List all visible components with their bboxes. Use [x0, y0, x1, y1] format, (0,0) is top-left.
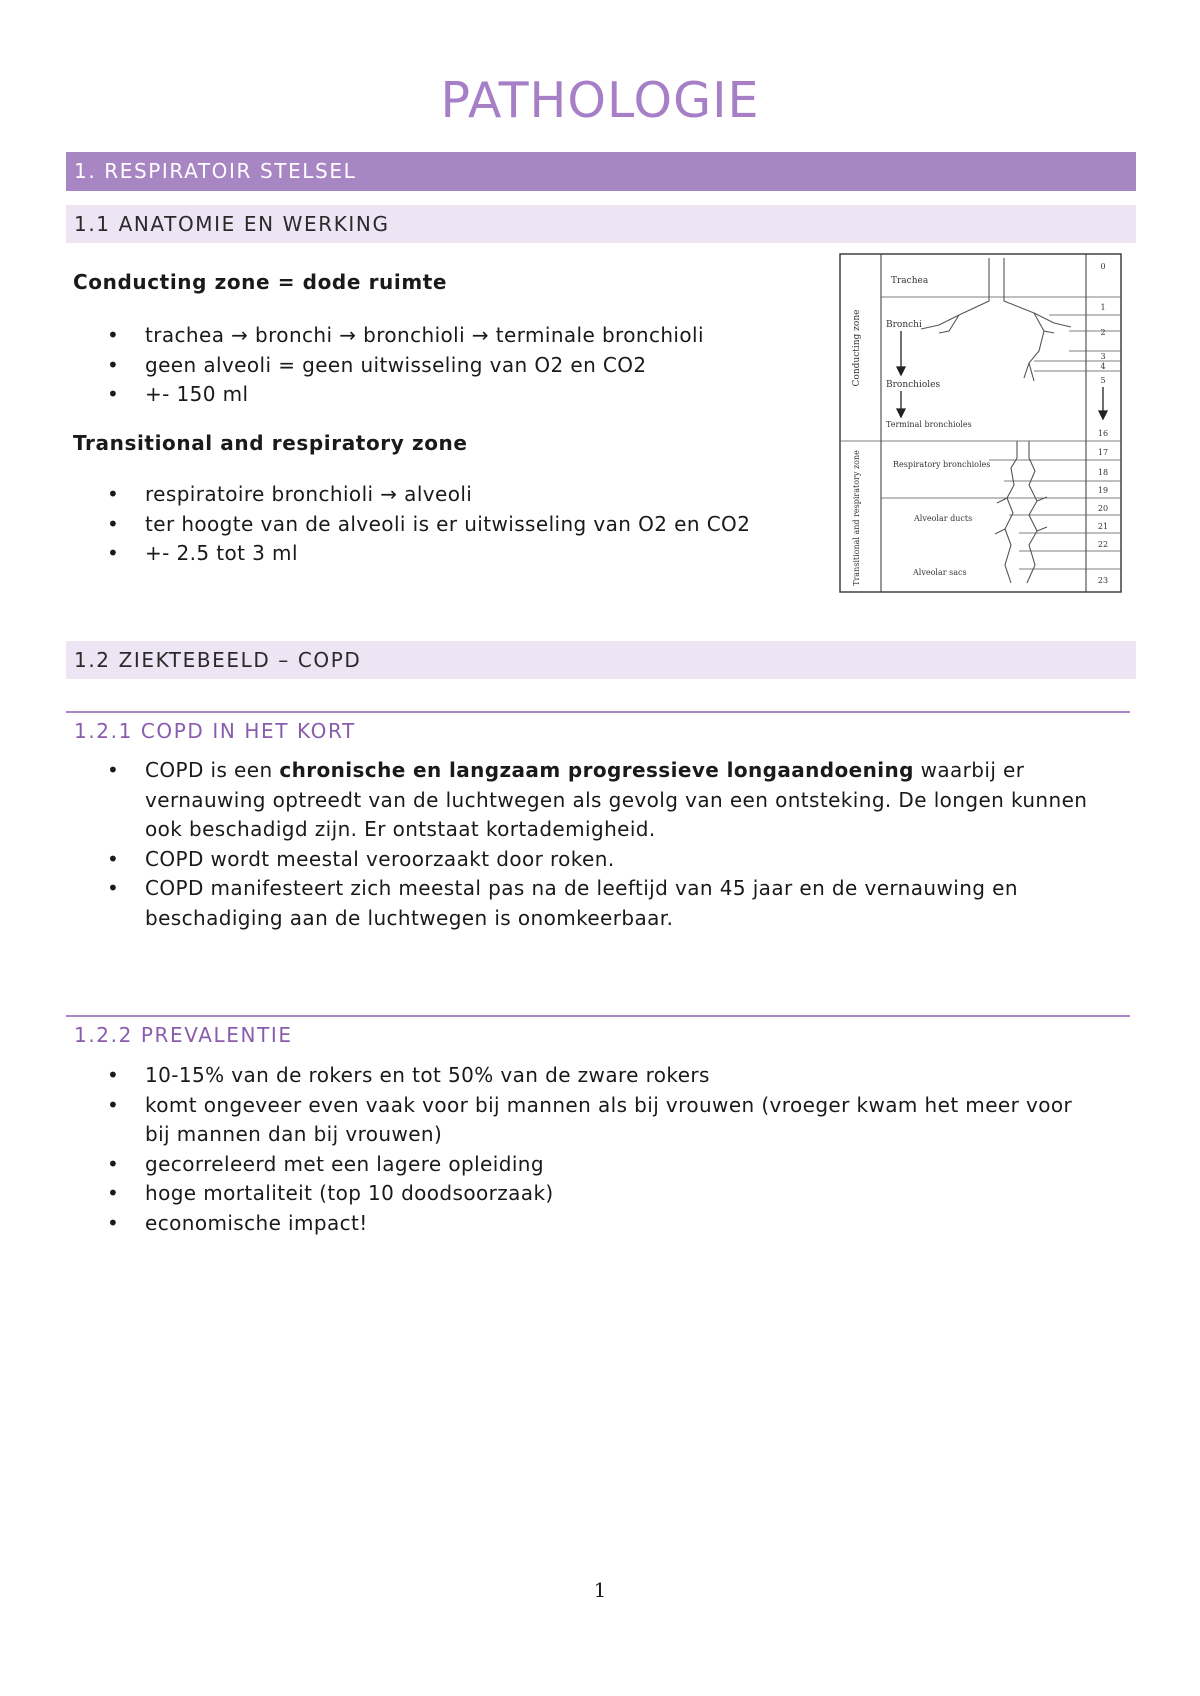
airway-zones-figure	[839, 253, 1122, 593]
conducting-zone-title: Conducting zone = dode ruimte	[73, 270, 448, 294]
zone-label-transitional: Transitional and respiratory zone	[852, 450, 861, 586]
list-item: • hoge mortaliteit (top 10 doodsoorzaak)	[0, 1179, 1095, 1209]
zone-label-conducting: Conducting zone	[852, 309, 862, 387]
heading-prevalentie: 1.2.2 PREVALENTIE	[66, 1015, 1130, 1055]
generation-number: 21	[1097, 522, 1109, 531]
bullet: •	[107, 352, 120, 377]
list-item: • gecorreleerd met een lagere opleiding	[0, 1150, 1095, 1180]
section-heading-respiratoir-stelsel: 1. RESPIRATOIR STELSEL	[66, 152, 1136, 191]
list-item: • COPD is een chronische en langzaam progressieve longaandoening waarbij er vernauwing optreedt van de luchtwegen als gevolg van een ontsteking. De longen kunnen ook beschadigd zijn. Er ontstaat kortademigheid.	[107, 758, 1088, 841]
generation-number: 4	[1100, 362, 1106, 371]
list-item: • ter hoogte van de alveoli is er uitwisseling van O2 en CO2	[0, 510, 750, 540]
bullet: •	[107, 1063, 120, 1087]
transitional-zone-list	[0, 480, 750, 569]
generation-number: 23	[1097, 576, 1109, 585]
copd-kort-list	[0, 756, 1095, 933]
subsection-heading-anatomie: 1.1 ANATOMIE EN WERKING	[66, 205, 1136, 243]
conducting-zone-list	[0, 321, 704, 410]
label-bronchioles: Bronchioles	[886, 380, 941, 390]
generation-number: 2	[1100, 328, 1106, 337]
label-alveolar-sacs: Alveolar sacs	[913, 568, 967, 577]
list-item: • +- 150 ml	[0, 380, 704, 410]
list-item: • geen alveoli = geen uitwisseling van O2 en CO2	[0, 351, 704, 381]
bullet: •	[107, 876, 120, 900]
label-terminal-bronchioles: Terminal bronchioles	[886, 420, 972, 429]
transitional-zone-title: Transitional and respiratory zone	[73, 431, 468, 455]
page-number: 1	[593, 1578, 607, 1602]
generation-number: 22	[1097, 540, 1109, 549]
list-item: • 10-15% van de rokers en tot 50% van de zware rokers	[0, 1061, 1095, 1091]
prevalentie-list	[0, 1061, 1095, 1238]
bullet: •	[107, 511, 120, 536]
bullet: •	[107, 1181, 120, 1205]
heading-copd-in-het-kort: 1.2.1 COPD IN HET KORT	[66, 711, 1130, 751]
generation-number: 3	[1100, 352, 1106, 361]
generation-number: 17	[1097, 448, 1109, 457]
bullet: •	[107, 1210, 120, 1235]
bullet: •	[107, 323, 120, 347]
list-item: • +- 2.5 tot 3 ml	[0, 539, 750, 569]
generation-number: 19	[1097, 486, 1109, 495]
list-item: • COPD manifesteert zich meestal pas na de leeftijd van 45 jaar en de vernauwing en beschadiging aan de luchtwegen is onomkeerbaar.	[107, 876, 1018, 930]
bullet: •	[107, 758, 120, 782]
label-bronchi: Bronchi	[886, 320, 922, 330]
label-trachea: Trachea	[891, 276, 929, 286]
generation-number: 16	[1097, 429, 1109, 438]
bullet: •	[107, 482, 120, 506]
list-item: • COPD wordt meestal veroorzaakt door roken.	[0, 845, 1095, 875]
generation-number: 5	[1100, 376, 1106, 385]
bullet: •	[107, 541, 120, 565]
generation-number: 0	[1100, 262, 1106, 271]
generation-number: 20	[1097, 504, 1109, 513]
bullet: •	[107, 1151, 120, 1176]
label-respiratory-bronchioles: Respiratory bronchioles	[893, 460, 991, 469]
list-item: • economische impact!	[0, 1209, 1095, 1239]
bullet: •	[107, 846, 120, 871]
label-alveolar-ducts: Alveolar ducts	[914, 514, 973, 523]
subsection-heading-ziektebeeld: 1.2 ZIEKTEBEELD – COPD	[66, 641, 1136, 679]
page-title: PATHOLOGIE	[440, 72, 760, 129]
list-item: • respiratoire bronchioli → alveoli	[0, 480, 750, 510]
list-item: • komt ongeveer even vaak voor bij mannen als bij vrouwen (vroeger kwam het meer voor bij mannen dan bij vrouwen)	[107, 1092, 1073, 1146]
bullet: •	[107, 1092, 120, 1117]
bullet: •	[107, 382, 120, 406]
list-item: • trachea → bronchi → bronchioli → terminale bronchioli	[0, 321, 704, 351]
generation-number: 18	[1097, 468, 1109, 477]
generation-number: 1	[1100, 303, 1106, 312]
